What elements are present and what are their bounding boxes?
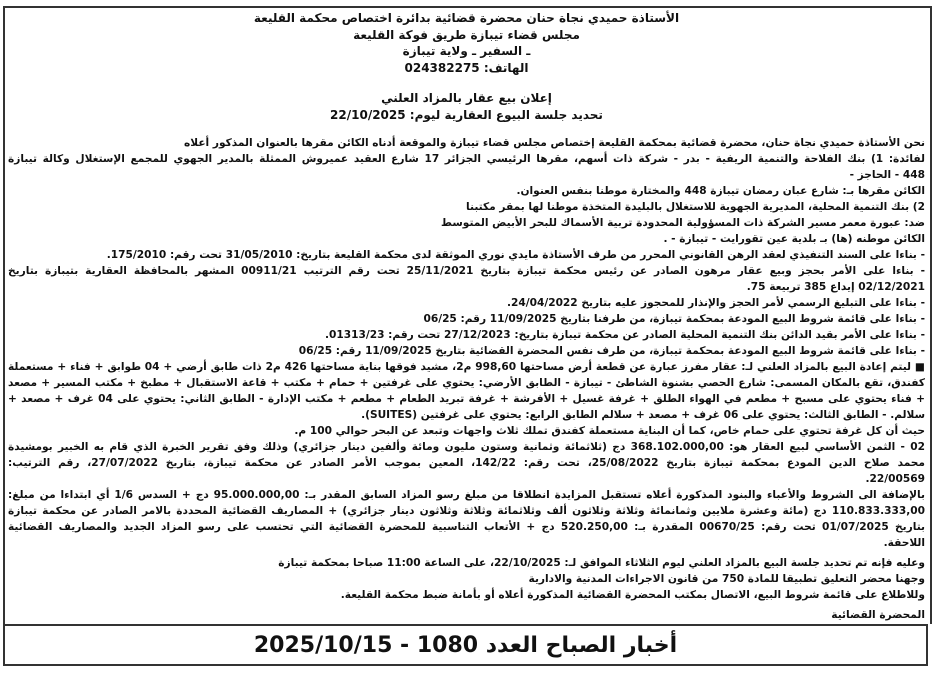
text-line: - بناءا على السند التنفيذي لعقد الرهن القانوني المحرر من طرف الأستاذة مايدي نوري الموثقة لدى محكمة القليعة بتاريخ: 31/05/2010 تحت رقم: 175/2010. bbox=[106, 249, 925, 261]
notice-title bbox=[0, 90, 933, 124]
text-line: ضد: عبورة معمر مسير الشركة ذات المسؤولية المحدودة تربية الأسماك للبحر الأبيض المتوسط bbox=[441, 217, 925, 229]
phone: الهاتف: 024382275 bbox=[404, 60, 529, 75]
text-line: - بناءا على الأمر بقيد الدائن بنك التنمية المحلية الصادر عن محكمة تيبازة بتاريخ: 27/12/2023 تحت رقم: 01313/23. bbox=[324, 329, 925, 341]
text-line: 448 - الحاجز - bbox=[849, 169, 925, 181]
newspaper-issue: أخبار الصباح العدد 1080 - 2025/10/15 bbox=[253, 632, 678, 658]
text-line: نحن الأستاذة حميدي نجاة حنان، محضرة قضائية بمحكمة القليعة إختصاص مجلس قضاء تيبازة والموقعة أدناه الكائن مقرها بالعنوان المذكور أعلاه bbox=[184, 137, 925, 149]
notice-body bbox=[8, 135, 925, 623]
text-line: وعليه فإنه تم تحديد جلسة البيع بالمزاد العلني ليوم الثلاثاء الموافق لـ: 22/10/2025، على الساعة 11:00 صباحا بمحكمة تيبازة bbox=[278, 557, 925, 569]
text-line: ■ ليتم إعادة البيع بالمزاد العلني لـ: عقار مفرز عبارة عن قطعة أرض مساحتها 998,60 م2، مشيد فوقها بناية مساحتها 426 م2 ذات طابق أرضي + 04 طوابق + فناء + مستعملة bbox=[8, 361, 925, 373]
announcement-heading: إعلان بيع عقار بالمزاد العلني bbox=[381, 91, 552, 105]
notice-header bbox=[0, 10, 933, 76]
newspaper-footer bbox=[3, 624, 928, 666]
text-line: الكائن مقرها بـ: شارع عبان رمضان تيبازة 448 والمختارة موطنا بنفس العنوان. bbox=[516, 185, 925, 197]
text-line: وجهنا محضر التعليق تطبيقا للمادة 750 من قانون الاجراءات المدنية والادارية bbox=[528, 573, 925, 585]
text-line: 02/12/2021 إيداع 385 تربيعة 75. bbox=[746, 281, 925, 293]
text-line: وللاطلاع على قائمة شروط البيع، الاتصال بمكتب المحضرة القضائية المذكورة أعلاه أو بأمانة ضبط محكمة القليعة. bbox=[340, 589, 925, 601]
text-line: لفائدة: 1) بنك الفلاحة والتنمية الريفية - بدر - شركة ذات أسهم، مقرها الرئيسي الجزائر 17 شارع العقيد عميروش الممثلة بالمدير الجهوي للمجمع الإستغلال وكالة تيبازة bbox=[8, 153, 925, 165]
text-line: حيث أن كل غرفة تحتوي على حمام خاص، كما أن البناية مستعملة كفندق تملك ثلاث واجهات وتبعد عن البحر حوالي 100 م. bbox=[294, 425, 925, 437]
text-line: بتاريخ 01/07/2025 تحت رقم: 00670/25 المقدرة بـ: 520.250,00 دج + الأتعاب التناسبية للمحضرة القضائية التي تحتسب على رسو المزاد الجديد والمصاريف القضائية bbox=[8, 521, 925, 533]
text-line: اللاحقة. bbox=[883, 537, 925, 549]
text-line: + فناء يحتوي على مسبح + مطعم في الهواء الطلق + غرفة غسيل + الأفرشة + غرفة تبريد الطعام + مطعم + مكتب الإدارة - الطابق الثاني: يحتوي على 04 غرف + مصعد + bbox=[8, 393, 925, 405]
text-line: محمد صلاح الدين المودع بمحكمة تيبازة بتاريخ 25/08/2022، تحت رقم: 142/22، المعين بموجب الأمر الصادر عن محكمة تيبازة، بتاريخ 27/07/2022، رقم الترتيب: bbox=[8, 457, 925, 469]
text-line: - بناءا على الأمر بحجز وبيع عقار مرهون الصادر عن رئيس محكمة تيبازة بتاريخ 25/11/2021 تحت رقم الترتيب 00911/21 المشهر بالمحافظة العقارية بتيبازة بتاريخ bbox=[8, 265, 925, 277]
text-line: 22/00569. bbox=[865, 473, 925, 485]
text-line: - بناءا على التبليغ الرسمي لأمر الحجز والإنذار للمحجوز عليه بتاريخ 24/04/2022. bbox=[506, 297, 925, 309]
text-line: بالإضافة الى الشروط والأعباء والبنود المذكورة أعلاه تستقبل المزايدة انطلاقا من مبلغ رسو المزاد السابق المقدر بـ: 95.000.000,00 دج + السدس 1/6 أي ابتداءا من مبلغ: bbox=[8, 489, 925, 501]
text-line: الكائن موطنه (ها) بـ بلدية عين تقورايت - تيبازة - . bbox=[663, 233, 925, 245]
text-line: المحضرة القضائية bbox=[831, 609, 925, 621]
text-line: - بناءا على قائمة شروط البيع المودعة بمحكمة تيبازة، من طرف نفس المحضرة القضائية بتاريخ 11/09/2025 رقم: 06/25 bbox=[298, 345, 925, 357]
text-line: - بناءا على قائمة شروط البيع المودعة بمحكمة تيبازة، من طرفنا بتاريخ 11/09/2025 رقم: 06/25 bbox=[423, 313, 925, 325]
text-line: 110.833.333,00 دج (مائة وعشرة ملايين وثمانمائة وثلاثة وثلاثون ألف وثلاثمائة وثلاثة وثلاثون دينار جزائري) + المصاريف القضائية المحددة بالامر الصادر عن محكمة تيبازة bbox=[8, 505, 925, 517]
text-line: 2) بنك التنمية المحلية، المديرية الجهوية للاستغلال بالبليدة المتخذة موطنا لها بمقر مكتبنا bbox=[466, 201, 925, 213]
session-date: تحديد جلسة البيوع العقارية ليوم: 22/10/2025 bbox=[330, 108, 603, 122]
text-line: سلالم. - الطابق الثالث: يحتوي على 06 غرف + مصعد + سلالم الطابق الرابع: يحتوي على غرفتين (SUITES). bbox=[361, 409, 925, 421]
text-line: 02 - الثمن الأساسي لبيع العقار هو: 368.102.000,00 دج (ثلاثمائة وثمانية وستون مليون ومائة وألفين دينار جزائري) وذلك وفق تقرير الخبرة الذي قام به الخبير بومشيدة bbox=[8, 441, 925, 453]
text-line: كفندق، تقع بالمكان المسمى: شارع الحصي بشنوة الشاطئ - تيبازة - الطابق الأرضي: يحتوي على غرفتين + حمام + مكتب + قاعة الاستقبال + مطبخ + مكتب المسير + مصعد bbox=[8, 377, 925, 389]
bailiff-name: الأستاذة حميدي نجاة حنان محضرة قضائية بدائرة اختصاص محكمة القليعة bbox=[253, 11, 680, 25]
court-council: مجلس قضاء تيبازة طريق فوكة القليعة bbox=[353, 27, 580, 42]
address: ـ السفير ـ ولاية تيبازة bbox=[402, 44, 531, 58]
